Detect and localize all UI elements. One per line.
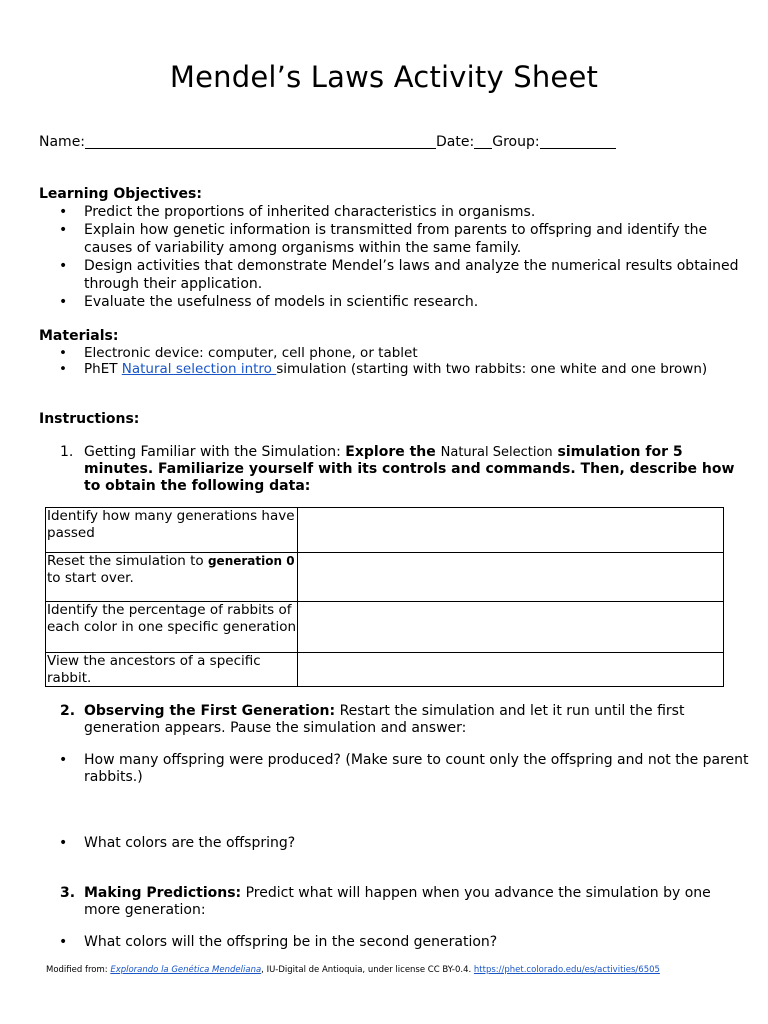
- page-title: Mendel’s Laws Activity Sheet: [169, 60, 599, 94]
- footer-url-link[interactable]: https://phet.colorado.edu/es/activities/6505: [473, 965, 660, 975]
- step-number: 1.: [60, 444, 74, 460]
- step-1-bold: Explore the: [345, 444, 441, 460]
- materials-list: [59, 345, 759, 377]
- answer-cell[interactable]: [298, 508, 724, 553]
- name-field[interactable]: [85, 134, 436, 149]
- phet-suffix: simulation (starting with two rabbits: one white and one brown): [276, 361, 708, 377]
- natural-selection-link[interactable]: Natural selection intro: [121, 361, 277, 377]
- table-cell: Reset the simulation to generation 0 to start over.: [46, 553, 298, 602]
- learning-objectives-heading: Learning Objectives:: [39, 186, 202, 202]
- step-2-text: Restart the simulation and let it run until the first generation appears. Pause the simulation and answer:: [84, 703, 685, 736]
- footer-source-link[interactable]: Explorando la Genética Mendeliana: [110, 965, 262, 975]
- step-1-lead: Getting Familiar with the Simulation:: [84, 444, 346, 460]
- table-row: [46, 602, 724, 653]
- data-table: [45, 507, 724, 687]
- step-3-question-1: [59, 934, 749, 951]
- step-3-text: Predict what will happen when you advance the simulation by one more generation:: [84, 885, 711, 918]
- step-number: 2.: [60, 703, 76, 719]
- table-row: [46, 508, 724, 553]
- step-2-question-1: [59, 752, 749, 786]
- learning-objectives-list: [59, 203, 749, 311]
- date-field[interactable]: [474, 134, 492, 149]
- group-label: Group:: [492, 134, 540, 150]
- list-item: • Electronic device: computer, cell phone, or tablet: [59, 345, 759, 361]
- date-label: Date:: [436, 134, 475, 150]
- instructions-heading: Instructions:: [39, 411, 140, 427]
- table-cell: Identify the percentage of rabbits of each color in one specific generation: [46, 602, 298, 653]
- group-field[interactable]: [540, 134, 616, 149]
- step-3-bold: Making Predictions:: [84, 885, 242, 901]
- list-item: • Design activities that demonstrate Mendel’s laws and analyze the numerical results obtained through their application.: [59, 257, 749, 293]
- step-2: [60, 703, 740, 737]
- list-item: • Explain how genetic information is transmitted from parents to offspring and identify the causes of variability among organisms within the same family.: [59, 221, 749, 257]
- step-2-bold: Observing the First Generation:: [84, 703, 336, 719]
- phet-prefix: PhET: [84, 361, 122, 377]
- footer-license: , IU-Digital de Antioquia, under license CC BY-0.4.: [261, 965, 474, 975]
- answer-cell[interactable]: [298, 602, 724, 653]
- footer-credit: [46, 965, 660, 975]
- table-row: [46, 653, 724, 687]
- step-3: [60, 885, 740, 919]
- step-2-question-2: [59, 835, 749, 852]
- materials-heading: Materials:: [39, 328, 119, 344]
- table-row: [46, 553, 724, 602]
- list-item: • How many offspring were produced? (Make sure to count only the offspring and not the parent rabbits.): [59, 752, 749, 786]
- list-item: • Evaluate the usefulness of models in scientific research.: [59, 293, 749, 311]
- list-item: [59, 361, 759, 377]
- step-1-sim-name: Natural Selection: [440, 445, 553, 460]
- list-item: • What colors will the offspring be in the second generation?: [59, 934, 749, 951]
- answer-cell[interactable]: [298, 653, 724, 687]
- table-cell: View the ancestors of a specific rabbit.: [46, 653, 298, 687]
- step-1: [60, 444, 740, 495]
- step-number: 3.: [60, 885, 76, 901]
- footer-prefix: Modified from:: [46, 965, 111, 975]
- header-fields: [39, 134, 616, 150]
- answer-cell[interactable]: [298, 553, 724, 602]
- list-item: • Predict the proportions of inherited characteristics in organisms.: [59, 203, 749, 221]
- table-cell: Identify how many generations have passed: [46, 508, 298, 553]
- name-label: Name:: [39, 134, 86, 150]
- list-item: • What colors are the offspring?: [59, 835, 749, 852]
- step-1-bold-rest: simulation for 5 minutes. Familiarize yourself with its controls and commands. Then, describe how to obtain the following data:: [84, 444, 735, 494]
